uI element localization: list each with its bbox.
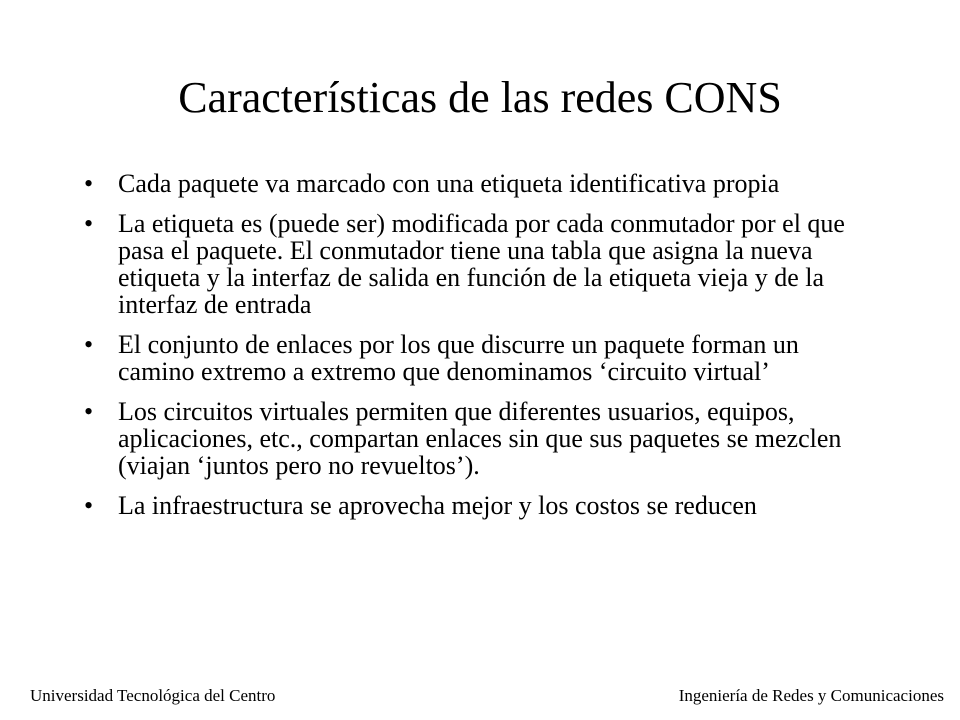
footer-left: Universidad Tecnológica del Centro (30, 686, 276, 705)
bullet-icon: • (84, 169, 94, 198)
bullet-item (80, 331, 880, 385)
footer-right: Ingeniería de Redes y Comunicaciones (678, 686, 944, 705)
bullet-item (80, 210, 880, 318)
bullet-text: Los circuitos virtuales permiten que diferentes usuarios, equipos, aplicaciones, etc., compartan enlaces sin que sus paquetes se mezclen (viajan ‘juntos pero no revueltos’). (118, 397, 842, 480)
bullet-item (80, 398, 880, 479)
bullet-text: El conjunto de enlaces por los que discurre un paquete forman un camino extremo a extremo que denominamos ‘circuito virtual’ (118, 330, 799, 386)
bullet-icon: • (84, 209, 94, 238)
bullet-item (80, 170, 880, 197)
slide-title: Características de las redes CONS (178, 73, 782, 122)
bullet-text: Cada paquete va marcado con una etiqueta identificativa propia (118, 169, 780, 198)
bullet-icon: • (84, 330, 94, 359)
bullet-list (80, 170, 880, 532)
bullet-item (80, 492, 880, 519)
bullet-text: La infraestructura se aprovecha mejor y los costos se reducen (118, 491, 757, 520)
bullet-icon: • (84, 491, 94, 520)
bullet-text: La etiqueta es (puede ser) modificada por cada conmutador por el que pasa el paquete. El conmutador tiene una tabla que asigna la nueva etiqueta y la interfaz de salida en función de la etiqueta vieja y de la interfaz de entrada (118, 209, 845, 319)
bullet-icon: • (84, 397, 94, 426)
